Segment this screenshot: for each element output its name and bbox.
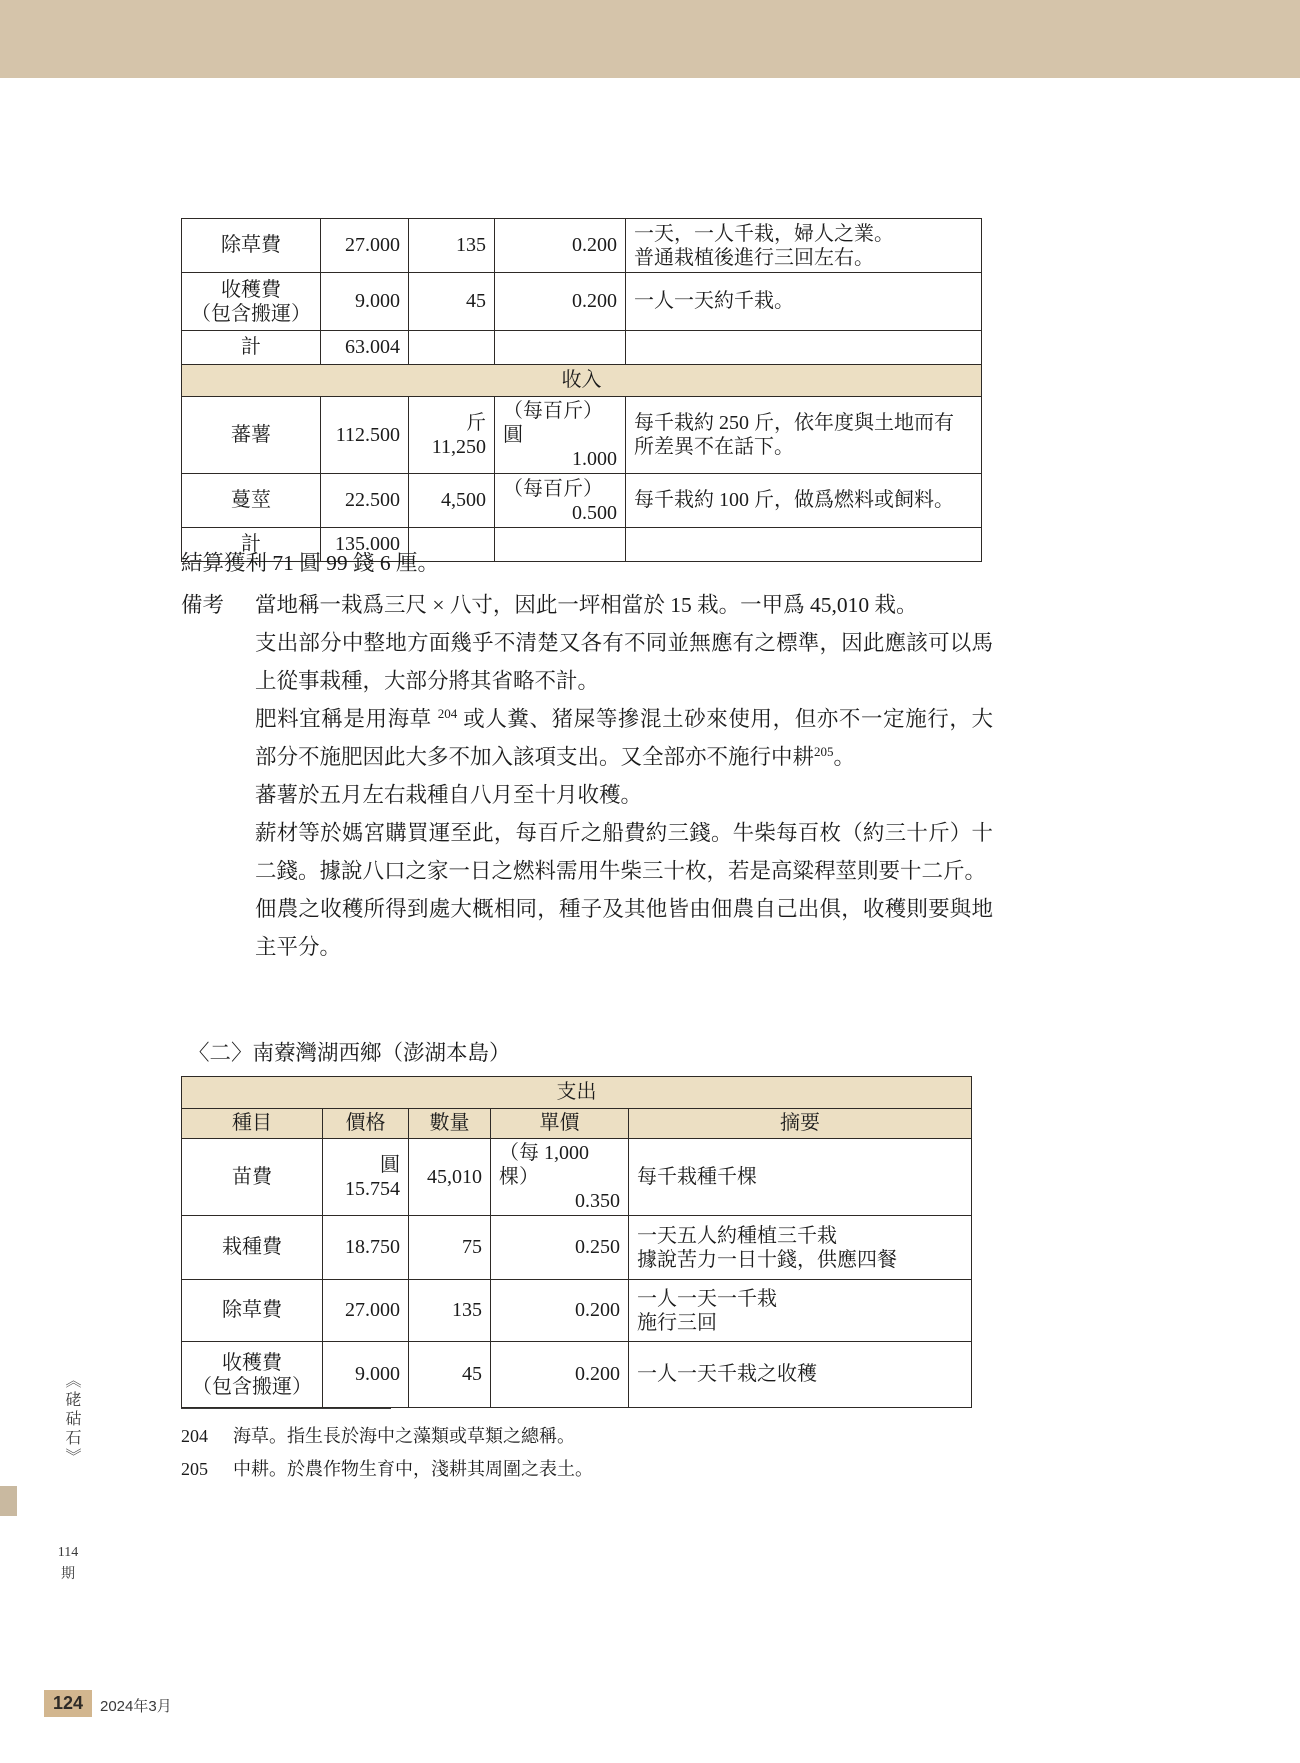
table-row (182, 397, 982, 474)
qty-cell: 45 (409, 1342, 491, 1408)
table-row-total (182, 331, 982, 365)
price-value: 15.754 (345, 1178, 400, 1200)
remarks-paragraph: 當地稱一栽爲三尺 × 八寸，因此一坪相當於 15 栽。一甲爲 45,010 栽。 (255, 593, 918, 617)
remarks-paragraph: 薪材等於媽宮購買運至此，每百斤之船費約三錢。牛柴每百枚（約三十斤）十二錢。據說八口之家一日之燃料需用牛柴三十枚，若是高粱稈莖則要十二斤。 (255, 821, 993, 883)
left-edge-marker (0, 1486, 17, 1516)
unit-price-cell (495, 474, 626, 528)
issue-unit: 期 (61, 1567, 75, 1582)
unit-price-value: 0.500 (572, 501, 617, 524)
unit-price-cell: 0.200 (491, 1342, 629, 1408)
income-section-header-row (182, 365, 982, 397)
summary-cell (629, 1280, 972, 1342)
table-row (182, 273, 982, 331)
summary-line: 一人一天一千栽 (637, 1287, 777, 1310)
column-header-row (182, 1109, 972, 1139)
summary-cell (626, 528, 982, 562)
summary-line: 每千栽約 250 斤，依年度與土地而有 (634, 412, 954, 434)
section-title: 〈二〉南藔灣湖西鄉（澎湖本島） (188, 1041, 511, 1065)
summary-line: 施行三回 (637, 1311, 717, 1334)
top-decor-band (0, 0, 1300, 78)
table-row (182, 1216, 972, 1280)
summary-cell (626, 219, 982, 273)
remarks-label: 備考 (181, 593, 225, 617)
issue-date: 2024年3月 (100, 1698, 172, 1715)
income-section-header: 收入 (182, 365, 982, 397)
summary-cell: 一人一天約千栽。 (626, 273, 982, 331)
footnote-ref-205: 205 (814, 743, 834, 759)
unit-price-cell: 0.200 (495, 219, 626, 273)
price-cell: 18.750 (323, 1216, 409, 1280)
price-cell: 63.004 (321, 331, 409, 365)
issue-number: 114 (57, 1545, 79, 1560)
qty-cell: 45 (409, 273, 495, 331)
table-row (182, 1139, 972, 1216)
unit-price-label: （每百斤）圓 (503, 400, 603, 446)
item-line: （包含搬運） (191, 302, 311, 325)
column-header: 數量 (409, 1109, 491, 1139)
summary-cell: 每千栽種千棵 (629, 1139, 972, 1216)
unit-price-cell (495, 528, 626, 562)
footnote-number: 204 (181, 1426, 208, 1446)
item-cell: 除草費 (182, 1280, 323, 1342)
price-cell: 9.000 (321, 273, 409, 331)
item-line: 收穫費 (221, 278, 281, 301)
item-cell (182, 273, 321, 331)
unit-price-cell: 0.250 (491, 1216, 629, 1280)
price-cell (323, 1139, 409, 1216)
footnote (181, 1420, 593, 1453)
footnotes-block (181, 1420, 593, 1486)
page-number-badge: 124 (44, 1690, 92, 1717)
item-cell: 蕃薯 (182, 397, 321, 474)
price-cell: 112.500 (321, 397, 409, 474)
summary-line: 一天五人約種植三千栽 (637, 1224, 837, 1247)
footnote-number: 205 (181, 1459, 208, 1479)
summary-cell (626, 331, 982, 365)
item-line: （包含搬運） (192, 1375, 312, 1398)
summary-line: 據說苦力一日十錢，供應四餐 (637, 1248, 897, 1271)
item-cell (182, 1342, 323, 1408)
unit-price-cell (495, 397, 626, 474)
unit-price-label: （每 1,000 棵） (499, 1142, 589, 1188)
table-row (182, 1280, 972, 1342)
summary-cell: 每千栽約 100 斤，做爲燃料或飼料。 (626, 474, 982, 528)
qty-cell: 75 (409, 1216, 491, 1280)
remarks-text: 。 (833, 745, 856, 769)
footnote-text: 海草。指生長於海中之藻類或草類之總稱。 (233, 1426, 575, 1446)
column-header: 摘要 (629, 1109, 972, 1139)
remarks-text: 肥料宜稱是用海草 (255, 707, 438, 731)
item-cell: 計 (182, 528, 321, 562)
qty-value: 11,250 (431, 436, 486, 458)
column-header: 單價 (491, 1109, 629, 1139)
footnote-divider (181, 1408, 391, 1409)
qty-cell: 45,010 (409, 1139, 491, 1216)
item-cell: 栽種費 (182, 1216, 323, 1280)
table-row (182, 1342, 972, 1408)
qty-cell: 135 (409, 219, 495, 273)
unit-price-value: 0.350 (575, 1190, 620, 1212)
price-cell: 9.000 (323, 1342, 409, 1408)
remarks-paragraph (255, 700, 993, 776)
unit-price-cell (491, 1139, 629, 1216)
column-header: 種目 (182, 1109, 323, 1139)
unit-price-cell: 0.200 (491, 1280, 629, 1342)
unit-price-value: 1.000 (572, 448, 617, 470)
unit-price-cell: 0.200 (495, 273, 626, 331)
remarks-paragraph: 佃農之收穫所得到處大概相同，種子及其他皆由佃農自己出俱，收穫則要與地主平分。 (255, 897, 993, 959)
summary-cell: 一人一天千栽之收穫 (629, 1342, 972, 1408)
price-cell: 27.000 (323, 1280, 409, 1342)
expense-income-table (181, 218, 982, 562)
journal-title-vertical: 《硓𥑮石》 (63, 1372, 80, 1467)
summary-line: 普通栽植後進行三回左右。 (634, 246, 874, 269)
item-cell: 苗費 (182, 1139, 323, 1216)
remarks-text: 或人糞、猪屎等摻混土砂來使用，但亦不一定施行，大部分不施肥因此大多不加入該項支出。又全部亦不施行中耕 (255, 707, 993, 769)
price-cell: 135.000 (321, 528, 409, 562)
qty-cell (409, 397, 495, 474)
issue-number-block (52, 1542, 84, 1586)
item-line: 收穫費 (222, 1351, 282, 1374)
summary-cell (626, 397, 982, 474)
currency-label: 圓 (380, 1154, 400, 1176)
unit-price-label: （每百斤） (503, 477, 603, 500)
price-cell: 22.500 (321, 474, 409, 528)
item-cell: 除草費 (182, 219, 321, 273)
footnote-ref-204: 204 (437, 705, 458, 721)
expense-table-header-row (182, 1077, 972, 1109)
expense-table (181, 1076, 972, 1408)
footnote-text: 中耕。於農作物生育中，淺耕其周圍之表土。 (233, 1459, 593, 1479)
table-row (182, 219, 982, 273)
item-cell: 計 (182, 331, 321, 365)
table-row (182, 474, 982, 528)
column-header: 價格 (323, 1109, 409, 1139)
expense-section-header: 支出 (182, 1077, 972, 1109)
qty-unit-label: 斤 (466, 412, 486, 434)
qty-cell: 4,500 (409, 474, 495, 528)
summary-cell (629, 1216, 972, 1280)
remarks-body (255, 586, 993, 966)
unit-price-cell (495, 331, 626, 365)
summary-line: 一天，一人千栽，婦人之業。 (634, 222, 894, 245)
remarks-paragraph: 支出部分中整地方面幾乎不清楚又各有不同並無應有之標準，因此應該可以馬上從事栽種，大部分將其省略不計。 (255, 631, 993, 693)
remarks-block (181, 586, 993, 966)
qty-cell (409, 331, 495, 365)
footnote (181, 1453, 593, 1486)
price-cell: 27.000 (321, 219, 409, 273)
item-cell: 蔓莖 (182, 474, 321, 528)
summary-line: 所差異不在話下。 (634, 436, 794, 458)
qty-cell: 135 (409, 1280, 491, 1342)
profit-line: 結算獲利 71 圓 99 錢 6 厘。 (181, 551, 440, 575)
remarks-paragraph: 蕃薯於五月左右栽種自八月至十月收穫。 (255, 783, 643, 807)
